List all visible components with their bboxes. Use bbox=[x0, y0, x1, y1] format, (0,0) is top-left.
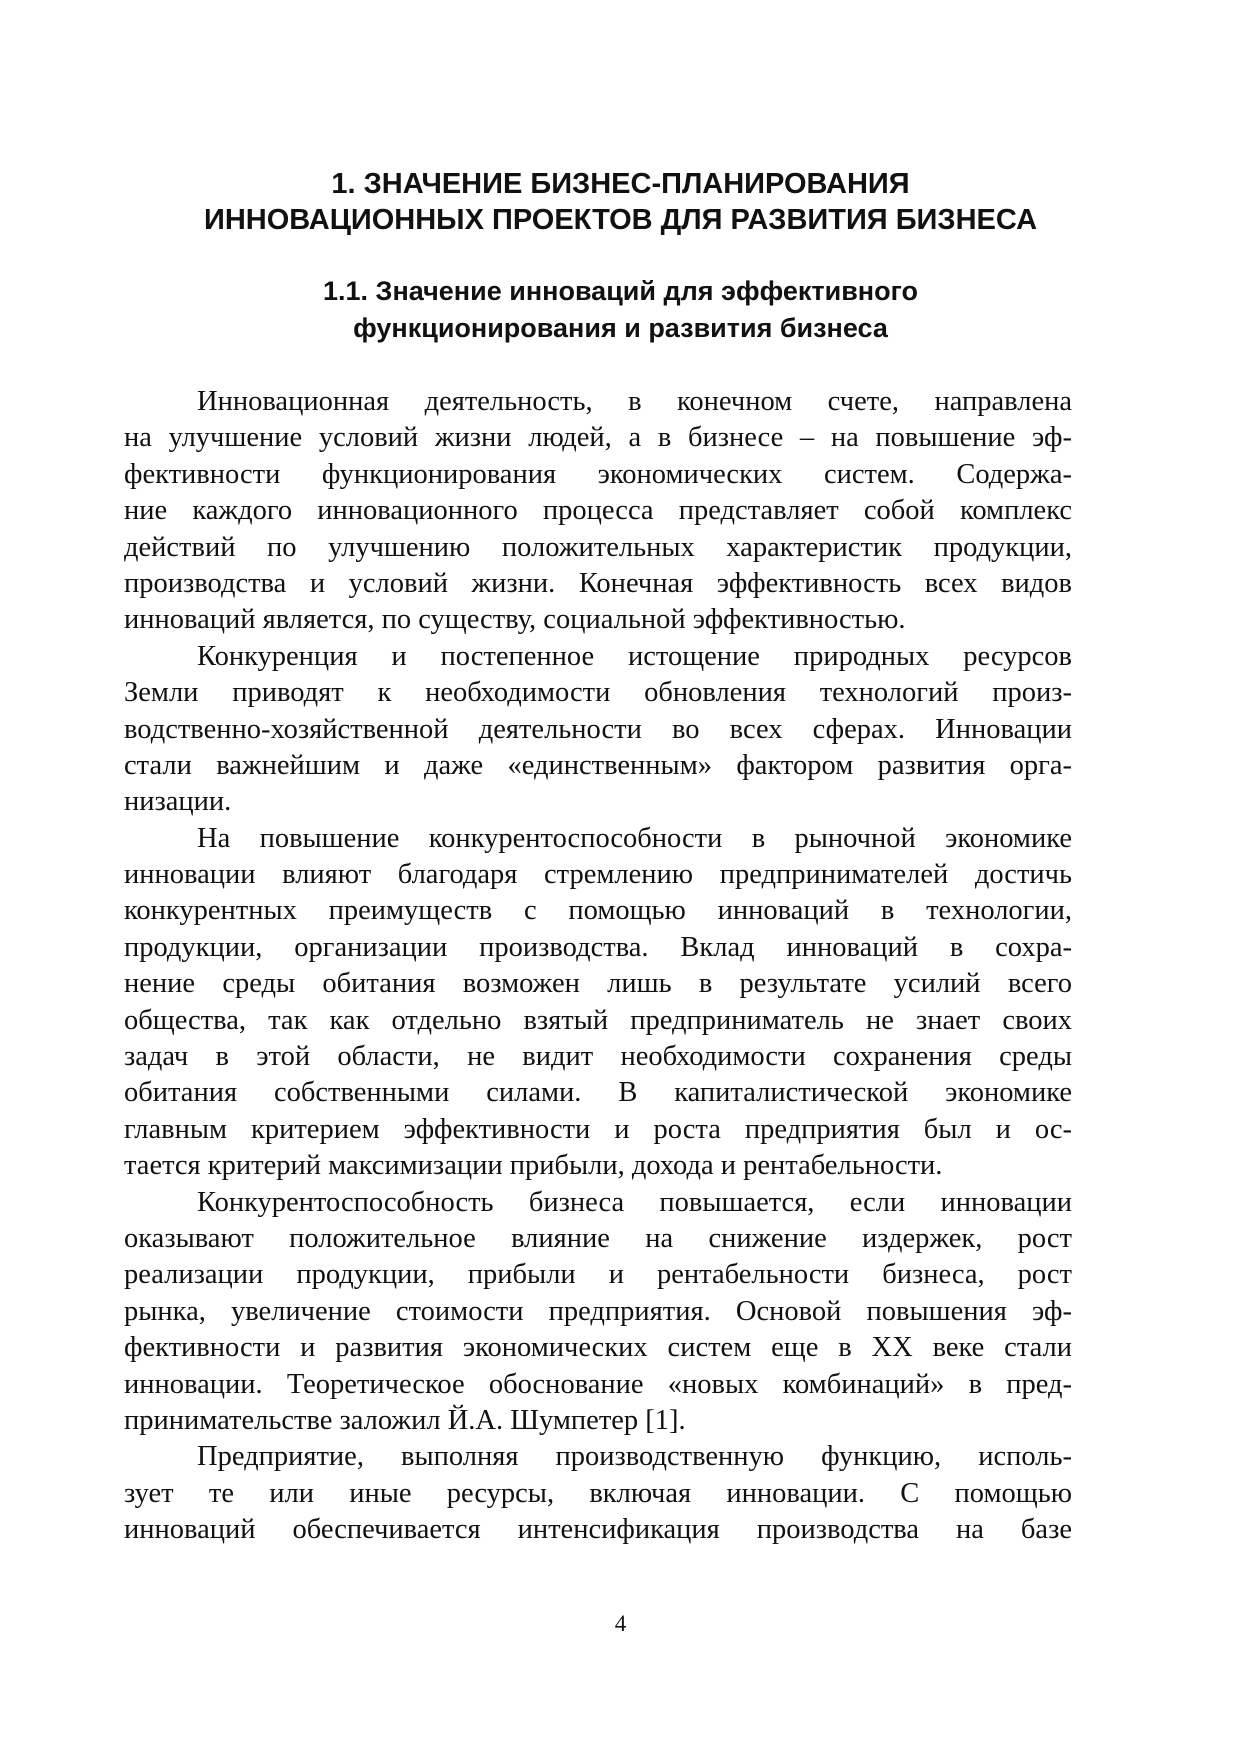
text-line: Конкурентоспособность бизнеса повышается, если инновации bbox=[197, 1186, 1072, 1218]
page-number: 4 bbox=[614, 1611, 627, 1636]
chapter-title bbox=[0, 166, 1241, 238]
text-line: ние каждого инновационного процесса представляет собой комплекс bbox=[124, 495, 1072, 527]
text-line: действий по улучшению положительных характеристик продукции, bbox=[124, 531, 1072, 563]
text-line: на улучшение условий жизни людей, а в бизнесе – на повышение эф- bbox=[124, 422, 1072, 454]
text-line: Конкуренция и постепенное истощение природных ресурсов bbox=[197, 640, 1072, 672]
text-line: главным критерием эффективности и роста предприятия был и ос- bbox=[124, 1113, 1072, 1145]
text-line: производства и условий жизни. Конечная эффективность всех видов bbox=[124, 567, 1072, 599]
text-line: тается критерий максимизации прибыли, дохода и рентабельности. bbox=[124, 1150, 943, 1182]
text-line: стали важнейшим и даже «единственным» фактором развития орга- bbox=[124, 749, 1072, 781]
text-line: Инновационная деятельность, в конечном счете, направлена bbox=[197, 386, 1072, 417]
text-line: инноваций обеспечивается интенсификация производства на базе bbox=[124, 1514, 1072, 1546]
text-line: рынка, увеличение стоимости предприятия. Основой повышения эф- bbox=[124, 1295, 1072, 1327]
text-line: инновации. Теоретическое обоснование «новых комбинаций» в пред- bbox=[124, 1368, 1072, 1400]
text-line: инновации влияют благодаря стремлению предпринимателей достичь bbox=[124, 859, 1072, 891]
text-line: реализации продукции, прибыли и рентабельности бизнеса, рост bbox=[124, 1259, 1072, 1291]
text-line: водственно-хозяйственной деятельности во всех сферах. Инновации bbox=[124, 713, 1072, 745]
text-line: нение среды обитания возможен лишь в результате усилий всего bbox=[124, 968, 1072, 1000]
section-title-line: функционирования и развития бизнеса bbox=[353, 313, 888, 343]
section-title bbox=[0, 273, 1241, 347]
text-line: инноваций является, по существу, социальной эффективностью. bbox=[124, 604, 906, 636]
paragraph bbox=[124, 384, 1072, 639]
text-line: обитания собственными силами. В капиталистической экономике bbox=[124, 1077, 1072, 1109]
text-line: низации. bbox=[124, 786, 232, 818]
text-line: фективности и развития экономических систем еще в XX веке стали bbox=[124, 1332, 1072, 1364]
text-line: Предприятие, выполняя производственную функцию, исполь- bbox=[197, 1441, 1072, 1473]
text-line: принимательстве заложил Й.А. Шумпетер [1]. bbox=[124, 1404, 686, 1436]
paragraph bbox=[124, 1439, 1072, 1548]
text-line: общества, так как отдельно взятый предприниматель не знает своих bbox=[124, 1004, 1072, 1036]
section-title-line: 1.1. Значение инноваций для эффективного bbox=[323, 276, 918, 306]
text-line: зует те или иные ресурсы, включая инновации. С помощью bbox=[124, 1477, 1072, 1509]
text-line: задач в этой области, не видит необходимости сохранения среды bbox=[124, 1041, 1072, 1073]
text-line: оказывают положительное влияние на снижение издержек, рост bbox=[124, 1222, 1072, 1254]
text-line: конкурентных преимуществ с помощью инноваций в технологии, bbox=[124, 895, 1072, 927]
text-line: На повышение конкурентоспособности в рыночной экономике bbox=[197, 822, 1072, 854]
text-line: фективности функционирования экономических систем. Содержа- bbox=[124, 458, 1072, 490]
chapter-title-line: 1. ЗНАЧЕНИЕ БИЗНЕС-ПЛАНИРОВАНИЯ bbox=[331, 168, 910, 200]
paragraph bbox=[124, 1185, 1072, 1440]
text-line: Земли приводят к необходимости обновления технологий произ- bbox=[124, 677, 1072, 709]
paragraph bbox=[124, 821, 1072, 1185]
text-line: продукции, организации производства. Вклад инноваций в сохра- bbox=[124, 931, 1072, 963]
chapter-title-line: ИННОВАЦИОННЫХ ПРОЕКТОВ ДЛЯ РАЗВИТИЯ БИЗНЕСА bbox=[203, 204, 1038, 236]
paragraph bbox=[124, 639, 1072, 821]
body-text bbox=[124, 384, 1072, 1549]
